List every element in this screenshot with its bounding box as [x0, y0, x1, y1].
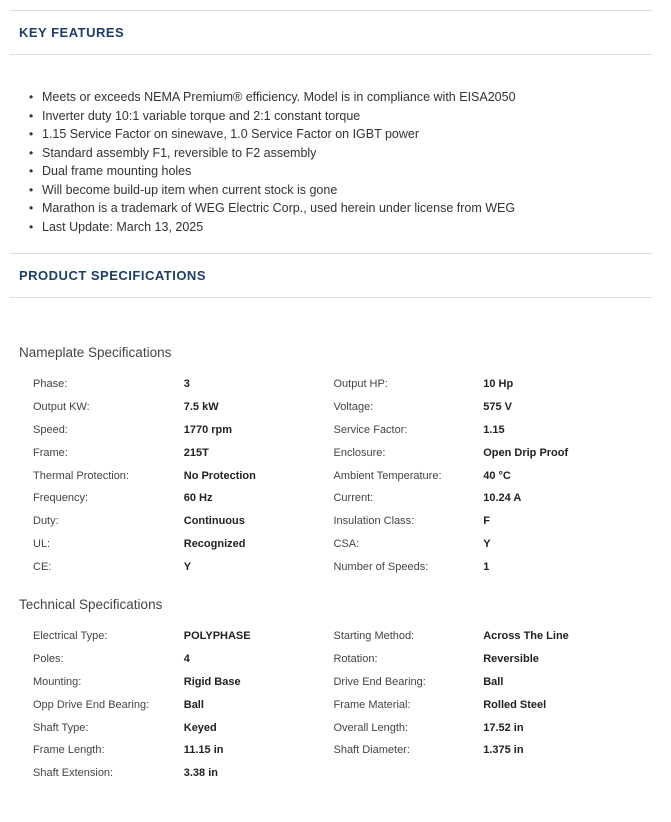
- spec-label: Frame Material:: [333, 698, 411, 711]
- spec-value: POLYPHASE: [183, 630, 251, 643]
- spec-value: 60 Hz: [183, 492, 213, 505]
- spec-label: Service Factor:: [333, 423, 408, 436]
- spec-value: Open Drip Proof: [483, 446, 569, 459]
- spec-value: Continuous: [183, 515, 245, 528]
- spec-label: UL:: [33, 537, 51, 550]
- nameplate-specifications-table: [33, 373, 633, 578]
- spec-label: Frequency:: [33, 492, 89, 505]
- spec-value: Across The Line: [483, 630, 569, 643]
- spec-value: Recognized: [183, 537, 246, 550]
- feature-item: • Marathon is a trademark of WEG Electric Corp., used herein under license from WEG: [29, 199, 516, 218]
- feature-item: • Last Update: March 13, 2025: [29, 218, 516, 237]
- spec-row: [33, 762, 633, 785]
- spec-label: Starting Method:: [333, 630, 415, 643]
- spec-label: Opp Drive End Bearing:: [33, 698, 150, 711]
- key-features-list: [29, 88, 516, 236]
- spec-row: [33, 533, 633, 556]
- spec-label: Electrical Type:: [33, 630, 108, 643]
- spec-row: [33, 716, 633, 739]
- spec-row: [33, 441, 633, 464]
- technical-specifications-table: [33, 625, 633, 785]
- spec-label: [333, 762, 483, 785]
- spec-label: Duty:: [33, 515, 59, 528]
- spec-label: Number of Speeds:: [333, 560, 429, 573]
- spec-value: 3.38 in: [183, 767, 218, 780]
- spec-label: Thermal Protection:: [33, 469, 129, 482]
- spec-label: Enclosure:: [333, 446, 386, 459]
- spec-row: [33, 625, 633, 648]
- key-features-heading: KEY FEATURES: [19, 25, 125, 40]
- spec-value: 3: [183, 378, 190, 391]
- spec-label: Ambient Temperature:: [333, 469, 442, 482]
- spec-label: Output KW:: [33, 401, 90, 414]
- spec-label: Current:: [333, 492, 374, 505]
- spec-label: Output HP:: [333, 378, 388, 391]
- spec-value: No Protection: [183, 469, 256, 482]
- spec-value: Y: [183, 560, 192, 573]
- spec-row: [33, 396, 633, 419]
- spec-row: [33, 739, 633, 762]
- spec-value: 1: [483, 560, 490, 573]
- spec-value: 17.52 in: [483, 721, 524, 734]
- spec-value: Rolled Steel: [483, 698, 547, 711]
- feature-item: • Dual frame mounting holes: [29, 162, 516, 181]
- spec-value: 11.15 in: [183, 744, 224, 757]
- divider: [10, 297, 652, 298]
- spec-label: Shaft Type:: [33, 721, 89, 734]
- spec-value: 575 V: [483, 401, 512, 414]
- spec-label: Shaft Extension:: [33, 767, 114, 780]
- spec-label: CE:: [33, 560, 52, 573]
- spec-value: Reversible: [483, 653, 539, 666]
- spec-value: 1.15: [483, 423, 505, 436]
- spec-label: CSA:: [333, 537, 360, 550]
- spec-label: Frame Length:: [33, 744, 105, 757]
- nameplate-specifications-heading: Nameplate Specifications: [19, 345, 172, 360]
- spec-value: 7.5 kW: [183, 401, 219, 414]
- spec-value: 1.375 in: [483, 744, 524, 757]
- spec-row: [33, 464, 633, 487]
- spec-value: F: [483, 515, 490, 528]
- spec-value: 4: [183, 653, 190, 666]
- spec-label: Frame:: [33, 446, 68, 459]
- spec-label: Rotation:: [333, 653, 378, 666]
- spec-row: [33, 419, 633, 442]
- spec-label: Phase:: [33, 378, 68, 391]
- spec-value: 215T: [183, 446, 209, 459]
- spec-label: Speed:: [33, 423, 68, 436]
- spec-value: Ball: [483, 675, 504, 688]
- spec-row: [33, 648, 633, 671]
- spec-row: [33, 693, 633, 716]
- spec-value: Y: [483, 537, 491, 550]
- spec-value: 10.24 A: [483, 492, 522, 505]
- feature-item: • Will become build-up item when current stock is gone: [29, 181, 516, 200]
- spec-row: [33, 555, 633, 578]
- feature-item: • Meets or exceeds NEMA Premium® efficiency. Model is in compliance with EISA2050: [29, 88, 516, 107]
- spec-row: [33, 373, 633, 396]
- spec-label: Poles:: [33, 653, 64, 666]
- technical-specifications-heading: Technical Specifications: [19, 597, 163, 612]
- product-specifications-heading: PRODUCT SPECIFICATIONS: [19, 268, 206, 283]
- spec-label: Overall Length:: [333, 721, 409, 734]
- spec-value: 40 °C: [483, 469, 511, 482]
- spec-row: [33, 510, 633, 533]
- spec-label: Shaft Diameter:: [333, 744, 410, 757]
- spec-value: Ball: [183, 698, 204, 711]
- spec-label: Mounting:: [33, 675, 82, 688]
- feature-item: • 1.15 Service Factor on sinewave, 1.0 Service Factor on IGBT power: [29, 125, 516, 144]
- spec-value: Keyed: [183, 721, 217, 734]
- spec-value: Rigid Base: [183, 675, 241, 688]
- feature-item: • Standard assembly F1, reversible to F2 assembly: [29, 144, 516, 163]
- spec-value: [483, 762, 633, 785]
- divider: [10, 54, 652, 55]
- spec-label: Insulation Class:: [333, 515, 415, 528]
- spec-row: [33, 671, 633, 694]
- spec-row: [33, 487, 633, 510]
- divider: [10, 253, 652, 254]
- spec-value: 10 Hp: [483, 378, 514, 391]
- spec-label: Drive End Bearing:: [333, 675, 426, 688]
- spec-label: Voltage:: [333, 401, 374, 414]
- spec-value: 1770 rpm: [183, 423, 233, 436]
- feature-item: • Inverter duty 10:1 variable torque and 2:1 constant torque: [29, 107, 516, 126]
- divider: [10, 10, 652, 11]
